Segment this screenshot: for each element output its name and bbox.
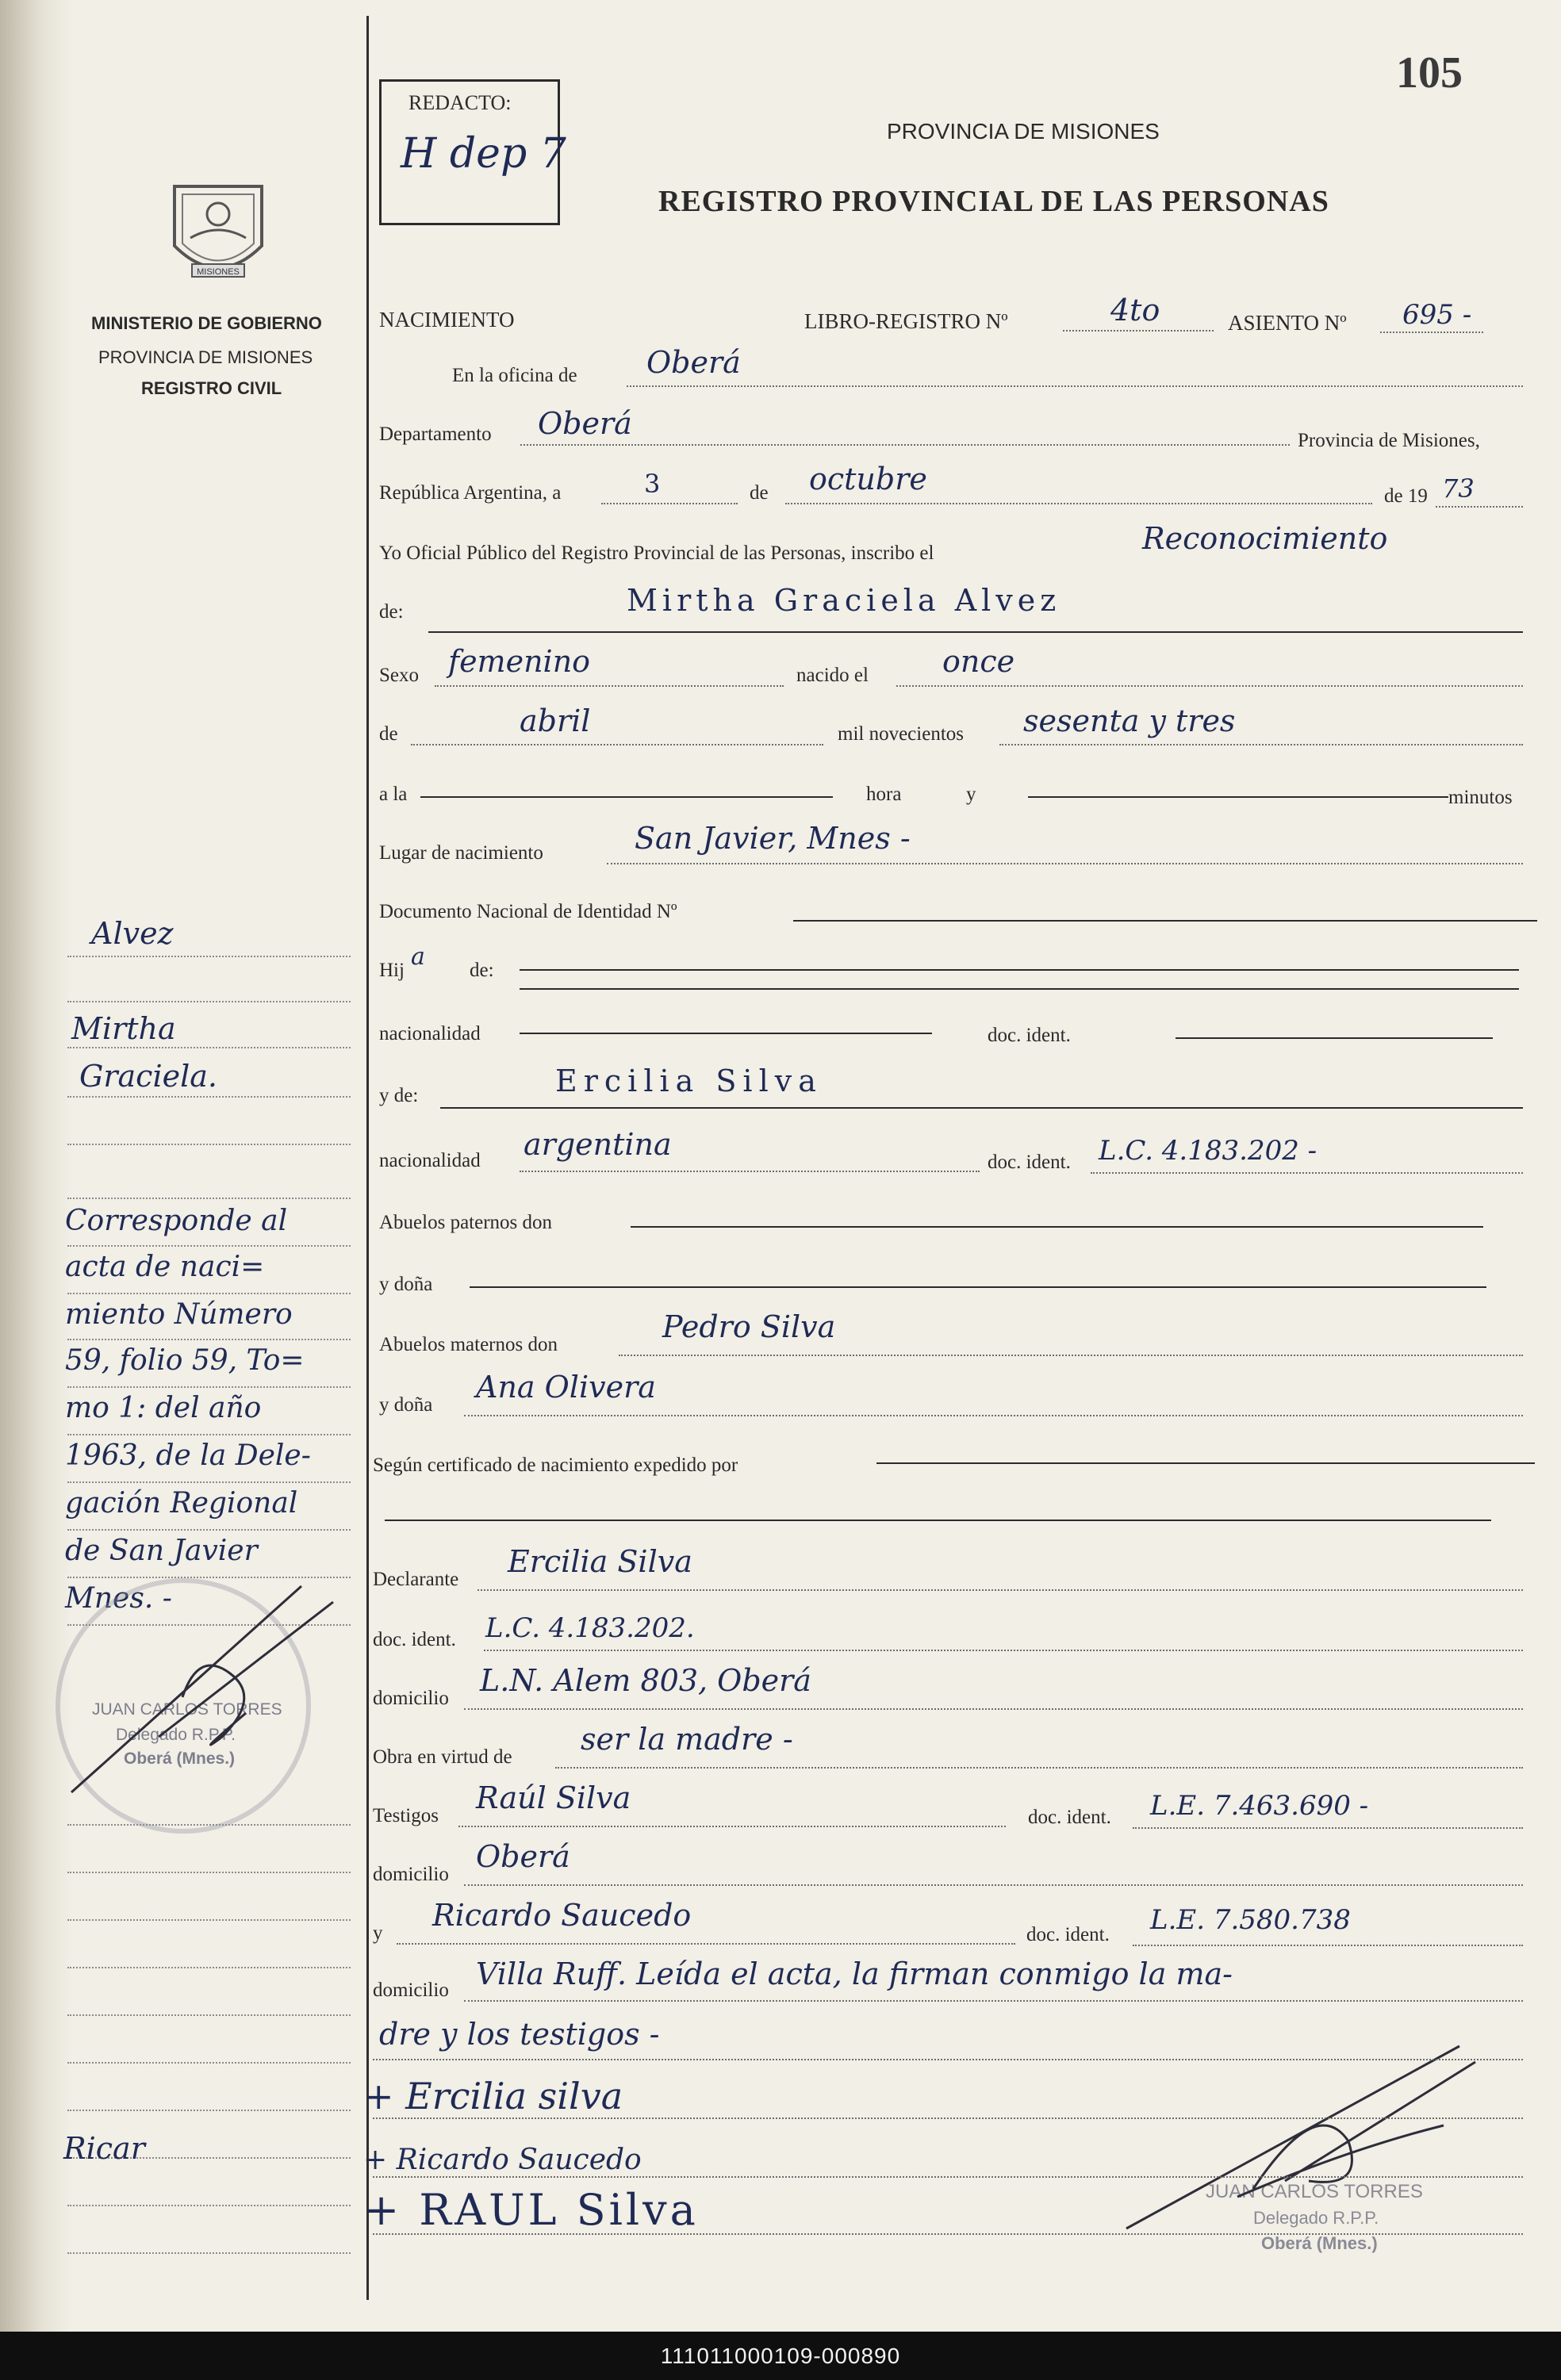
- margin-note-line: Mnes. -: [65, 1582, 172, 1615]
- obra-line: [555, 1767, 1523, 1769]
- asiento-value: 695 -: [1402, 299, 1472, 331]
- madre-value: Ercilia Silva: [555, 1064, 823, 1098]
- margin-line: [67, 1096, 351, 1098]
- docident3-value: L.C. 4.183.202.: [485, 1612, 695, 1644]
- ministry-line-3: REGISTRO CIVIL: [141, 378, 282, 398]
- dni-label: Documento Nacional de Identidad Nº: [379, 901, 677, 922]
- declarante-line: [478, 1589, 1523, 1591]
- oficina-value: Oberá: [646, 345, 741, 380]
- y-label: y: [966, 784, 976, 805]
- ministry-line-2: PROVINCIA DE MISIONES: [98, 347, 313, 367]
- de2-label: de:: [379, 601, 404, 623]
- oficial-value: Reconocimiento: [1142, 521, 1388, 556]
- republica-label: República Argentina, a: [379, 482, 562, 504]
- sexo-line: [435, 685, 784, 687]
- docident4-value: L.E. 7.463.690 -: [1150, 1790, 1369, 1822]
- libro-line: [1063, 330, 1214, 332]
- margin-line: [67, 1434, 351, 1435]
- ydona1-label: y doña: [379, 1274, 433, 1295]
- docident5-label: doc. ident.: [1026, 1924, 1110, 1945]
- margin-line: [67, 2252, 351, 2254]
- margin-note-line: mo 1: del año: [65, 1392, 262, 1424]
- redacto-label: REDACTO:: [408, 91, 512, 114]
- obra-value: ser la madre -: [581, 1722, 793, 1757]
- domicilio2-line: [464, 1884, 1523, 1886]
- segun-line: [876, 1462, 1535, 1464]
- yde-label: y de:: [379, 1085, 419, 1106]
- stamp-left-line-2: Delegado R.P.P.: [116, 1726, 236, 1744]
- ydona2-label: y doña: [379, 1394, 433, 1416]
- oficina-label: En la oficina de: [452, 365, 577, 386]
- nacido-value: once: [942, 644, 1015, 679]
- margin-bottom-note: Ricar: [63, 2131, 145, 2166]
- minutos-line: [1028, 796, 1448, 798]
- margin-line: [67, 1001, 351, 1002]
- margin-line: [67, 1386, 351, 1388]
- nacionalidad2-label: nacionalidad: [379, 1150, 481, 1171]
- redacto-box: [379, 79, 566, 225]
- margin-line: [67, 1872, 351, 1873]
- firma-line: [373, 2117, 1523, 2119]
- domicilio3-cont-line: [373, 2059, 1523, 2060]
- segun-line-2: [385, 1520, 1491, 1521]
- domicilio2-value: Oberá: [476, 1839, 570, 1874]
- de-label: de: [750, 482, 769, 504]
- document-id: 111011000109-000890: [660, 2344, 901, 2368]
- docident4-line: [1133, 1827, 1523, 1829]
- margin-line: [67, 2062, 351, 2064]
- lugar-value: San Javier, Mnes -: [635, 821, 911, 856]
- document-id-bar: [0, 2332, 1561, 2380]
- firma-testigo-1: + RAUL Silva: [363, 2185, 699, 2235]
- domicilio1-value: L.N. Alem 803, Oberá: [480, 1663, 811, 1698]
- stamp-right-line-2: Delegado R.P.P.: [1253, 2208, 1379, 2228]
- margin-surname: Alvez: [91, 916, 174, 951]
- nombre-value: Mirtha Graciela Alvez: [627, 583, 1061, 618]
- de3-label: de: [379, 723, 398, 745]
- mil-value: sesenta y tres: [1023, 703, 1236, 738]
- padre-line-2: [520, 988, 1519, 990]
- margin-line: [67, 956, 351, 957]
- abuela-mat-line: [464, 1415, 1523, 1416]
- hora-line: [420, 796, 833, 798]
- stamp-right-line-1: JUAN CARLOS TORRES: [1206, 2181, 1423, 2202]
- nacido-line: [896, 685, 1523, 687]
- docident5-value: L.E. 7.580.738: [1150, 1904, 1351, 1936]
- stamp-right-line-3: Oberá (Mnes.): [1261, 2233, 1378, 2253]
- margin-line: [67, 1339, 351, 1340]
- ministry-line-1: MINISTERIO DE GOBIERNO: [91, 313, 322, 333]
- stamp-left-line-1: JUAN CARLOS TORRES: [92, 1700, 282, 1719]
- asiento-line: [1380, 332, 1483, 333]
- testigos-label: Testigos: [373, 1805, 439, 1826]
- margin-line: [67, 1144, 351, 1145]
- nacionalidad1-line: [520, 1033, 932, 1034]
- mes-line: [785, 503, 1372, 504]
- libro-value: 4to: [1110, 293, 1160, 328]
- margin-line: [67, 2110, 351, 2111]
- margin-note-line: 1963, de la Dele-: [65, 1439, 311, 1472]
- margin-line: [67, 1047, 351, 1048]
- hij-label: Hij: [379, 960, 405, 981]
- seal-banner-text: MISIONES: [197, 267, 240, 277]
- anio-label: de 19: [1384, 485, 1428, 507]
- lugar-line: [607, 863, 1523, 864]
- obra-label: Obra en virtud de: [373, 1746, 512, 1768]
- margin-name-2: Graciela.: [79, 1059, 217, 1094]
- hij-de-label: de:: [470, 960, 494, 981]
- margin-line: [67, 1481, 351, 1483]
- firma-testigo-2: + Ricardo Saucedo: [363, 2144, 642, 2176]
- mil-label: mil novecientos: [838, 723, 964, 745]
- margin-line: [67, 1198, 351, 1199]
- departamento-line: [520, 444, 1290, 446]
- docident1-line: [1176, 1037, 1493, 1039]
- departamento-label: Departamento: [379, 423, 492, 445]
- asiento-label: ASIENTO Nº: [1228, 311, 1347, 335]
- mes-nac-value: abril: [520, 703, 591, 738]
- page-binding-shadow: [0, 0, 71, 2332]
- dia-line: [601, 503, 738, 504]
- redacto-value: H dep 7: [401, 130, 566, 178]
- domicilio3-value: Villa Ruff. Leída el acta, la firman conmigo la ma-: [476, 1957, 1233, 1991]
- minutos-label: minutos: [1448, 787, 1513, 808]
- domicilio2-label: domicilio: [373, 1864, 449, 1885]
- firma-declarante: + Ercilia silva: [363, 2075, 623, 2117]
- departamento-value: Oberá: [538, 406, 632, 441]
- margin-note-line: acta de naci=: [65, 1251, 265, 1283]
- docident1-label: doc. ident.: [988, 1025, 1071, 1046]
- margin-name-1: Mirtha: [71, 1011, 176, 1046]
- anio-line: [1436, 506, 1523, 508]
- docident5-line: [1133, 1945, 1523, 1946]
- dni-line: [793, 920, 1537, 922]
- margin-note-line: miento Número: [65, 1298, 293, 1331]
- province-header: PROVINCIA DE MISIONES: [887, 119, 1160, 144]
- margin-line: [67, 1919, 351, 1921]
- abuela-pat-line: [470, 1286, 1486, 1288]
- testigo1-value: Raúl Silva: [476, 1780, 631, 1815]
- mes-value: octubre: [809, 462, 927, 496]
- sexo-label: Sexo: [379, 665, 419, 686]
- margin-line: [67, 2014, 351, 2016]
- docident2-line: [1091, 1172, 1523, 1174]
- docident3-line: [484, 1650, 1523, 1651]
- declarante-value: Ercilia Silva: [508, 1544, 692, 1579]
- padre-line-1: [520, 969, 1519, 971]
- nacionalidad2-line: [520, 1171, 980, 1172]
- margin-note-line: gación Regional: [65, 1487, 298, 1520]
- margin-line: [67, 1293, 351, 1294]
- coat-of-arms-icon: [159, 171, 278, 297]
- domicilio3-line: [464, 2000, 1523, 2002]
- nacionalidad2-value: argentina: [524, 1127, 672, 1162]
- abuelo-pat-line: [631, 1226, 1483, 1228]
- signature-scribble-left: [63, 1554, 349, 1808]
- margin-note-line: 59, folio 59, To=: [65, 1344, 305, 1377]
- docident2-value: L.C. 4.183.202 -: [1099, 1135, 1317, 1167]
- page-title: REGISTRO PROVINCIAL DE LAS PERSONAS: [658, 185, 1329, 218]
- domicilio1-label: domicilio: [373, 1688, 449, 1709]
- domicilio3-label: domicilio: [373, 1980, 449, 2001]
- provincia-label: Provincia de Misiones,: [1298, 430, 1480, 451]
- segun-label: Según certificado de nacimiento expedido por: [373, 1454, 738, 1476]
- lugar-label: Lugar de nacimiento: [379, 842, 543, 864]
- margin-divider: [366, 16, 369, 2300]
- margin-line: [67, 1967, 351, 1968]
- abuelo-mat-line: [619, 1355, 1523, 1356]
- oficina-line: [627, 385, 1523, 387]
- ala-label: a la: [379, 784, 408, 805]
- margin-line: [67, 1529, 351, 1531]
- abuelos-paternos-label: Abuelos paternos don: [379, 1212, 553, 1233]
- domicilio1-line: [464, 1708, 1523, 1710]
- margin-line: [67, 1245, 351, 1247]
- oficial-label: Yo Oficial Público del Registro Provincial de las Personas, inscribo el: [379, 542, 934, 564]
- page-number: 105: [1396, 48, 1463, 98]
- madre-line: [440, 1107, 1523, 1109]
- dia-value: 3: [644, 469, 661, 499]
- testigo1-line: [458, 1826, 1006, 1827]
- y2-label: y: [373, 1922, 383, 1944]
- hij-suffix: a: [411, 943, 425, 971]
- testigo2-value: Ricardo Saucedo: [432, 1898, 692, 1933]
- docident2-label: doc. ident.: [988, 1152, 1071, 1173]
- docident3-label: doc. ident.: [373, 1629, 456, 1650]
- anio-value: 73: [1442, 473, 1475, 504]
- abuelos-maternos-label: Abuelos maternos don: [379, 1334, 558, 1355]
- domicilio3-cont: dre y los testigos -: [379, 2017, 660, 2052]
- libro-registro-label: LIBRO-REGISTRO Nº: [804, 309, 1008, 333]
- signature-scribble-right: [1110, 2030, 1491, 2236]
- nombre-line: [428, 631, 1523, 633]
- nacionalidad1-label: nacionalidad: [379, 1023, 481, 1044]
- sexo-value: femenino: [448, 644, 591, 679]
- firma-line: [373, 2176, 1523, 2178]
- abuela-mat-value: Ana Olivera: [476, 1370, 656, 1405]
- testigo2-line: [397, 1943, 1015, 1945]
- mil-line: [999, 744, 1523, 745]
- margin-line: [67, 2205, 351, 2206]
- nacimiento-label: NACIMIENTO: [379, 308, 515, 332]
- margin-note-line: Corresponde al: [65, 1205, 288, 1237]
- mes-nac-line: [411, 744, 823, 745]
- stamp-left-line-3: Oberá (Mnes.): [124, 1750, 236, 1768]
- margin-note-line: de San Javier: [65, 1535, 258, 1567]
- hora-label: hora: [866, 784, 902, 805]
- abuelo-mat-value: Pedro Silva: [662, 1309, 836, 1344]
- docident4-label: doc. ident.: [1028, 1807, 1111, 1828]
- declarante-label: Declarante: [373, 1569, 459, 1590]
- nacido-label: nacido el: [796, 665, 869, 686]
